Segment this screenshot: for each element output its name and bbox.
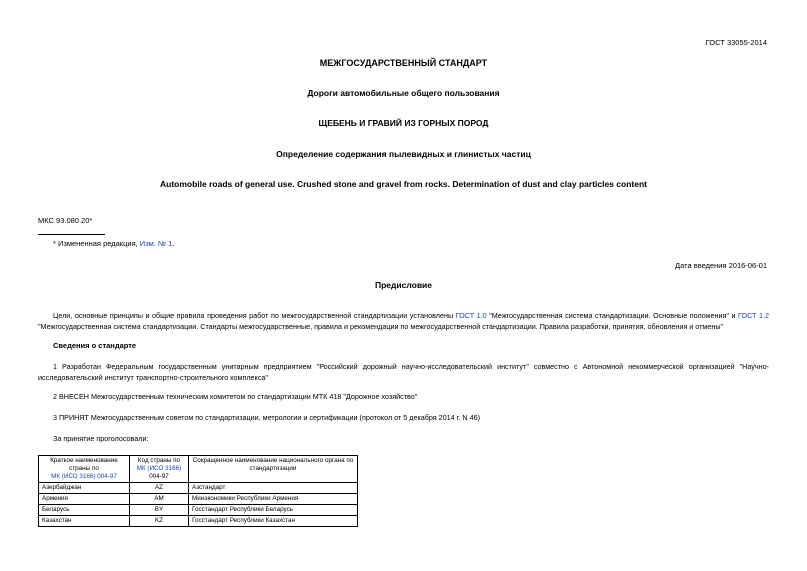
- country-cell: Азербайджан: [39, 483, 130, 494]
- preface-paragraph-1: [38, 311, 769, 332]
- standard-type-title: МЕЖГОСУДАРСТВЕННЫЙ СТАНДАРТ: [319, 58, 488, 68]
- body-cell: Госстандарт Республики Казахстан: [189, 516, 358, 527]
- footnote: [53, 239, 174, 248]
- mks-code: МКС 93.080.20*: [38, 216, 93, 225]
- table-row: [39, 483, 358, 494]
- info-item-3: 3 ПРИНЯТ Межгосударственным советом по стандартизации, метрологии и сертификации (протокол от 5 декабря 2014 г. N 46): [53, 413, 480, 422]
- gost-1-2-link[interactable]: ГОСТ 1.2: [738, 311, 769, 320]
- code-cell: AM: [130, 494, 189, 505]
- preface-p1-text-b: "Межгосударственная система стандартизации. Основные положения" и: [486, 311, 739, 320]
- intro-date: Дата введения 2016-06-01: [675, 261, 767, 270]
- code-cell: KZ: [130, 516, 189, 527]
- preface-p1-text-a: Цели, основные принципы и общие правила проведения работ по межгосударственной стандартизации установлены: [53, 311, 456, 320]
- col-code-header-link[interactable]: МК (ИСО 3166): [136, 465, 182, 472]
- col-country-header: [39, 456, 130, 483]
- body-cell: Минэкономики Республики Армения: [189, 494, 358, 505]
- footnote-divider: [38, 234, 105, 235]
- method-title: Определение содержания пылевидных и глинистых частиц: [276, 149, 531, 159]
- preface-p1-text-c: "Межгосударственная система стандартизации. Стандарты межгосударственные, правила и рекомендации по межгосударственной стандартизации. Правила разработки, принятия, обновления и отмены": [38, 321, 724, 331]
- roads-title: Дороги автомобильные общего пользования: [307, 88, 500, 98]
- country-cell: Беларусь: [39, 505, 130, 516]
- col-code-header-text-2: 004-97: [149, 473, 169, 480]
- col-body-header: Сокращенное наименование национального органа по стандартизации: [189, 456, 358, 483]
- voted-label: За принятие проголосовали:: [53, 434, 149, 443]
- footnote-end: .: [172, 239, 175, 248]
- amendment-link[interactable]: Изм. № 1: [139, 239, 173, 248]
- table-row: [39, 505, 358, 516]
- code-cell: BY: [130, 505, 189, 516]
- col-code-header: [130, 456, 189, 483]
- body-cell: Госстандарт Республики Беларусь: [189, 505, 358, 516]
- col-country-header-text: Краткое наименование страны по: [50, 457, 118, 472]
- document-id: ГОСТ 33055-2014: [705, 38, 767, 47]
- body-cell: Азстандарт: [189, 483, 358, 494]
- table-row: [39, 494, 358, 505]
- table-header-row: [39, 456, 358, 483]
- info-item-2: 2 ВНЕСЕН Межгосударственным техническим комитетом по стандартизации МТК 418 "Дорожное хозяйство": [53, 392, 418, 401]
- country-cell: Казахстан: [39, 516, 130, 527]
- english-title: Automobile roads of general use. Crushed stone and gravel from rocks. Determination of dust and clay particles content: [160, 179, 647, 189]
- country-cell: Армения: [39, 494, 130, 505]
- parties-table: [38, 455, 358, 527]
- code-cell: AZ: [130, 483, 189, 494]
- col-country-header-link[interactable]: МК (ИСО 3166) 004-97: [51, 473, 117, 480]
- table-row: [39, 516, 358, 527]
- subject-title: ЩЕБЕНЬ И ГРАВИЙ ИЗ ГОРНЫХ ПОРОД: [318, 118, 489, 128]
- col-code-header-text: Код страны по: [137, 457, 181, 464]
- preface-heading: Предисловие: [374, 280, 433, 290]
- gost-1-0-link[interactable]: ГОСТ 1.0: [455, 311, 487, 320]
- info-heading: Сведения о стандарте: [53, 341, 137, 350]
- info-item-1: 1 Разработан Федеральным государственным унитарным предприятием "Российский дорожный научно-исследовательский институт" совместно с Автономной некоммерческой организацией "Научно-исследовательский институт транспортно-строительного комплекса": [38, 362, 769, 382]
- footnote-text: * Измененная редакция,: [53, 239, 140, 248]
